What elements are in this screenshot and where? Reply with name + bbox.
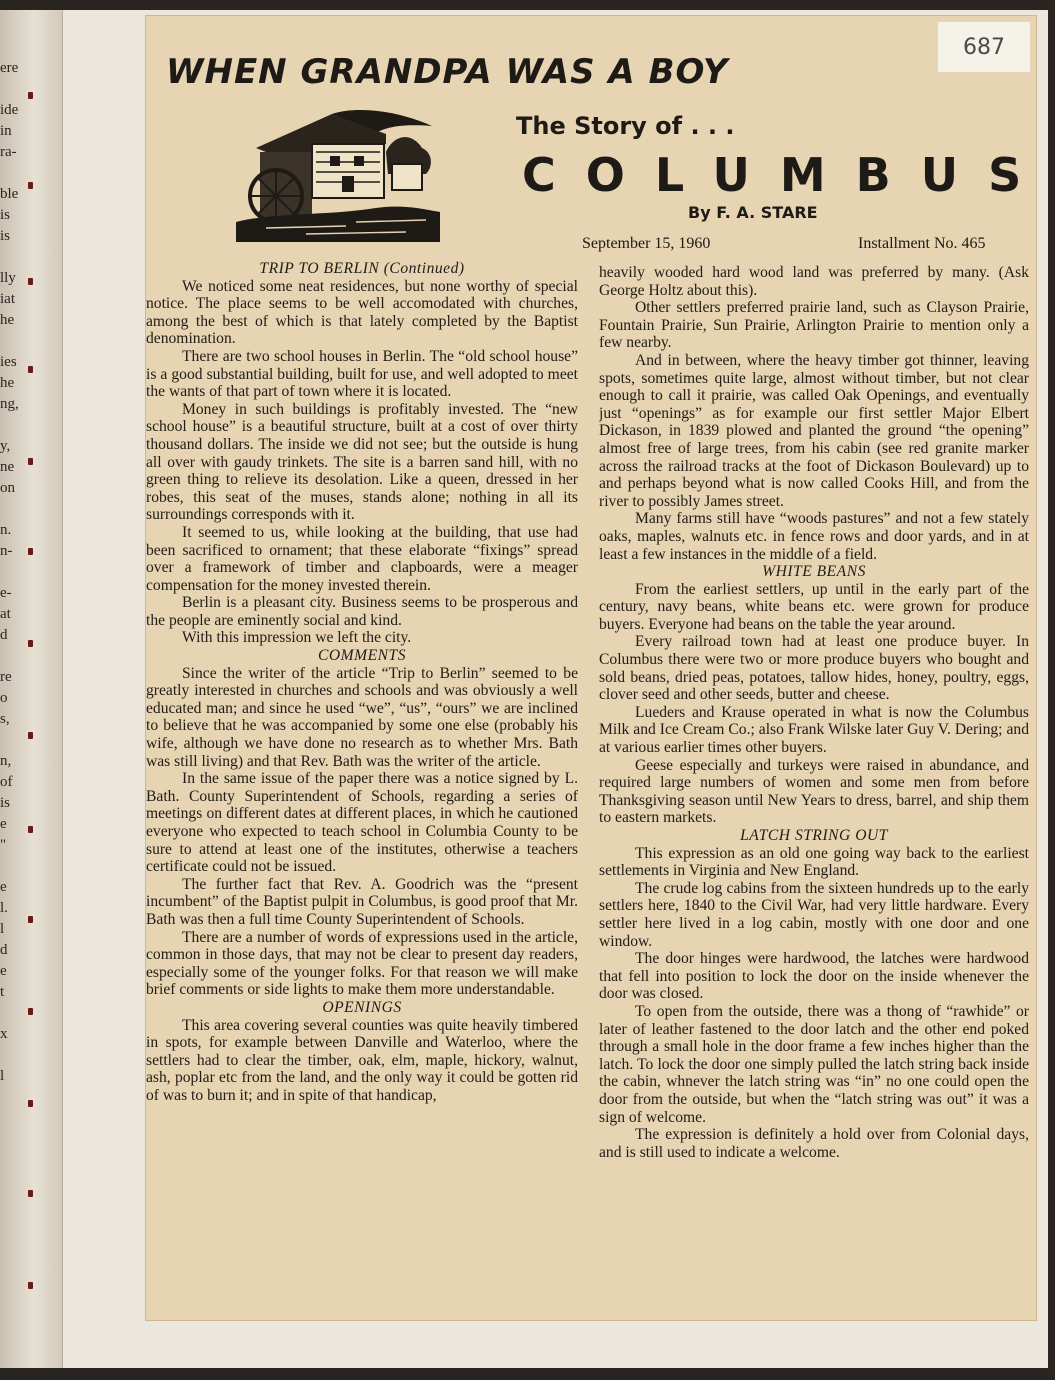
paragraph: The further fact that Rev. A. Goodrich was the “present incumbent” of the Baptist pulpit in Columbus, is good proof that Mr. Bath was then a full time County Superintendent of Schools. bbox=[146, 875, 578, 928]
paragraph: Berlin is a pleasant city. Business seems to be prosperous and the people are eminently social and kind. bbox=[146, 594, 578, 629]
paragraph: Since the writer of the article “Trip to Berlin” seemed to be greatly interested in churches and schools and was obviously a well educated man; and since he used “we”, “us”, “ours” we are inclined to believe that he was accompanied by some one else (probably his wife, although we have done no research as to whether Mrs. Bath was still living) and that Rev. Bath was the writer of the article. bbox=[146, 664, 578, 770]
edge-fragment: e bbox=[0, 879, 7, 895]
paragraph: The crude log cabins from the sixteen hundreds up to the early settlers here, 1840 to the Civil War, had very little hardware. Every settler here lived in a log cabin, mostly with one door and one window. bbox=[599, 879, 1029, 950]
edge-fragment: " bbox=[0, 837, 7, 853]
section-heading: LATCH STRING OUT bbox=[740, 827, 888, 844]
edge-fragment: at bbox=[0, 606, 11, 622]
edge-fragment: d bbox=[0, 942, 8, 958]
edge-fragment bbox=[0, 1003, 22, 1024]
edge-fragment bbox=[0, 646, 22, 667]
edge-fragment: ng, bbox=[0, 396, 19, 412]
edge-fragment: l bbox=[0, 1068, 5, 1084]
paragraph: Other settlers preferred prairie land, such as Clayson Prairie, Fountain Prairie, Sun Prairie, Arlington Prairie to mention only a few nearby. bbox=[599, 299, 1029, 352]
edge-fragment: he bbox=[0, 375, 15, 391]
paragraph: It seemed to us, while looking at the building, that use had been sacrificed to ornament; that these elaborate “fixings” spread over a framework of timber and clapboards, were a meager compensation for the money invested therein. bbox=[146, 523, 578, 594]
edge-fragment: lly bbox=[0, 270, 16, 286]
edge-fragment: ies bbox=[0, 354, 17, 370]
section-heading: TRIP TO BERLIN (Continued) bbox=[259, 260, 465, 277]
article-byline: By F. A. STARE bbox=[688, 203, 818, 222]
installment-number: Installment No. 465 bbox=[858, 235, 986, 252]
paragraph: The expression is definitely a hold over from Colonial days, and is still used to indicate a welcome. bbox=[599, 1126, 1029, 1161]
paragraph: There are two school houses in Berlin. The “old school house” is a good substantial building, built for use, and well adopted to meet the wants of that part of town where it is located. bbox=[146, 347, 578, 401]
edge-fragment bbox=[0, 331, 22, 352]
paragraph: Money in such buildings is profitably invested. The “new school house” is a beautiful structure, built at a cost of over thirty thousand dollars. The inside we did not see; but the outside is hung all over with gaudy trinkets. The site is a barren sand hill, with no green thing to relieve its desolation. Like a queen, dressed in her robes, this seat of the muses, stands alone; nothing in all its surroundings corresponds with it. bbox=[146, 400, 578, 524]
edge-fragment: o bbox=[0, 690, 8, 706]
edge-fragment bbox=[0, 499, 22, 520]
edge-fragment: e bbox=[0, 816, 7, 832]
paragraph: Lueders and Krause operated in what is now the Columbus Milk and Ice Cream Co.; also Frank Wilske later Guy V. Dering; and at various earlier times other buyers. bbox=[599, 703, 1029, 757]
edge-fragment bbox=[0, 415, 22, 436]
paragraph: Many farms still have “woods pastures” and not a few stately oaks, maples, walnuts etc. in fence rows and door yards, and in at least a few instances in the middle of a field. bbox=[599, 510, 1029, 563]
right-column bbox=[599, 264, 1029, 1320]
issue-date: September 15, 1960 bbox=[582, 235, 711, 252]
edge-fragment: x bbox=[0, 1026, 8, 1042]
section-heading: OPENINGS bbox=[322, 998, 402, 1016]
edge-fragment bbox=[0, 247, 22, 268]
edge-fragment: ra- bbox=[0, 144, 17, 160]
left-column bbox=[146, 260, 578, 1320]
adjacent-page-edge-text bbox=[0, 58, 22, 1087]
paragraph: The door hinges were hardwood, the latches were hardwood that fell into position to lock the door on the inside whenever the door was closed. bbox=[599, 950, 1029, 1003]
edge-fragment: re bbox=[0, 669, 12, 685]
edge-fragment: of bbox=[0, 774, 13, 790]
edge-fragment: n- bbox=[0, 543, 13, 559]
edge-fragment bbox=[0, 79, 22, 100]
paragraph: We noticed some neat residences, but none worthy of special notice. The place seems to be well accomodated with churches, among the best of which is that lately completed by the Baptist denomination. bbox=[146, 277, 578, 348]
paragraph: With this impression we left the city. bbox=[182, 629, 412, 647]
edge-fragment bbox=[0, 1045, 22, 1066]
edge-fragment: l. bbox=[0, 900, 8, 916]
edge-fragment: iat bbox=[0, 291, 15, 307]
paragraph: And in between, where the heavy timber got thinner, leaving spots, sometimes quite large, almost without timber, but not clear enough to call it prairie, was called Oak Openings, and eventually just “openings” as for example our first settler Major Elbert Dickason, in 1839 plowed and planted the ground “the opening” almost free of large trees, from his cabin (see red granite marker across the railroad tracks at the foot of Dickason Boulevard) up to and perhaps beyond what is now called Cooks Hill, and from the river to possibly James street. bbox=[599, 351, 1029, 510]
edge-fragment: is bbox=[0, 795, 11, 811]
edge-fragment: he bbox=[0, 312, 15, 328]
edge-fragment: y, bbox=[0, 438, 11, 454]
section-heading: WHITE BEANS bbox=[762, 563, 866, 581]
edge-fragment bbox=[0, 730, 22, 751]
paragraph: Every railroad town had at least one produce buyer. In Columbus there were two or more produce buyers who bought and sold beans, dried peas, potatoes, tallow hides, honey, poultry, eggs, clover seed and other seeds, butter and cheese. bbox=[599, 633, 1029, 704]
edge-fragment: d bbox=[0, 627, 8, 643]
edge-fragment bbox=[0, 856, 22, 877]
edge-fragment: ide bbox=[0, 102, 19, 118]
edge-fragment: e bbox=[0, 963, 7, 979]
article-title: COLUMBUS bbox=[522, 148, 1052, 202]
article-subtitle: The Story of . . . bbox=[516, 112, 735, 140]
section-heading: COMMENTS bbox=[317, 647, 407, 665]
edge-fragment: on bbox=[0, 480, 15, 496]
paragraph: heavily wooded hard wood land was preferred by many. (Ask George Holtz about this). bbox=[599, 264, 1029, 299]
mill-illustration bbox=[236, 104, 440, 242]
paragraph: This area covering several counties was quite heavily timbered in spots, for example between Danville and Waterloo, where the settlers had to clear the timber, oak, elm, maple, hickory, walnut, ash, poplar etc from the land, and the only way it could be gotten rid of was to burn it; and in spite of that handicap, bbox=[146, 1016, 578, 1104]
edge-fragment: t bbox=[0, 984, 5, 1000]
edge-fragment: l bbox=[0, 921, 5, 937]
paragraph: To open from the outside, there was a thong of “rawhide” or later of leather fastened to the door latch and the other end poked through a small hole in the door frame a few inches higher than the latch. To lock the door one simply pulled the latch string back inside the cabin, whnever the latch string was “in” no one could open the door from the outside, but when the “latch string was out” it was a sign of welcome. bbox=[599, 1002, 1029, 1126]
edge-fragment: s, bbox=[0, 711, 10, 727]
edge-fragment: ere bbox=[0, 60, 19, 76]
paragraph: There are a number of words of expressions used in the article, common in those days, that may not be clear to present day readers, especially some of the younger folks. For that reason we will make brief comments or side lights to make them more understandable. bbox=[146, 928, 578, 999]
edge-fragment: ble bbox=[0, 186, 19, 202]
edge-fragment: n, bbox=[0, 753, 12, 769]
paragraph: In the same issue of the paper there was a notice signed by L. Bath. County Superintendent of Schools, regarding a series of meetings on different dates at different places, in which he cautioned everyone who expected to teach school in Columbia County to be sure to attend at least one of the institutes, otherwise a teachers certificate could not be issued. bbox=[146, 770, 578, 876]
paragraph: From the earliest settlers, up until in the early part of the century, navy beans, white beans etc. were grown for produce buyers. Everyone had beans on the table the year around. bbox=[599, 580, 1029, 633]
edge-fragment bbox=[0, 562, 22, 583]
paragraph: This expression as an old one going way back to the earliest settlements in Virginia and New England. bbox=[599, 844, 1029, 880]
edge-fragment: in bbox=[0, 123, 12, 139]
edge-fragment: is bbox=[0, 228, 11, 244]
article-headline: WHEN GRANDPA WAS A BOY bbox=[166, 52, 729, 92]
edge-fragment: is bbox=[0, 207, 11, 223]
page-number: 687 bbox=[938, 22, 1030, 72]
edge-fragment: n. bbox=[0, 522, 12, 538]
edge-fragment: ne bbox=[0, 459, 15, 475]
edge-fragment: e- bbox=[0, 585, 12, 601]
paragraph: Geese especially and turkeys were raised in abundance, and required large numbers of women and some men from before Thanksgiving season until New Years to dress, barrel, and ship them to eastern markets. bbox=[599, 756, 1029, 827]
edge-fragment bbox=[0, 163, 22, 184]
